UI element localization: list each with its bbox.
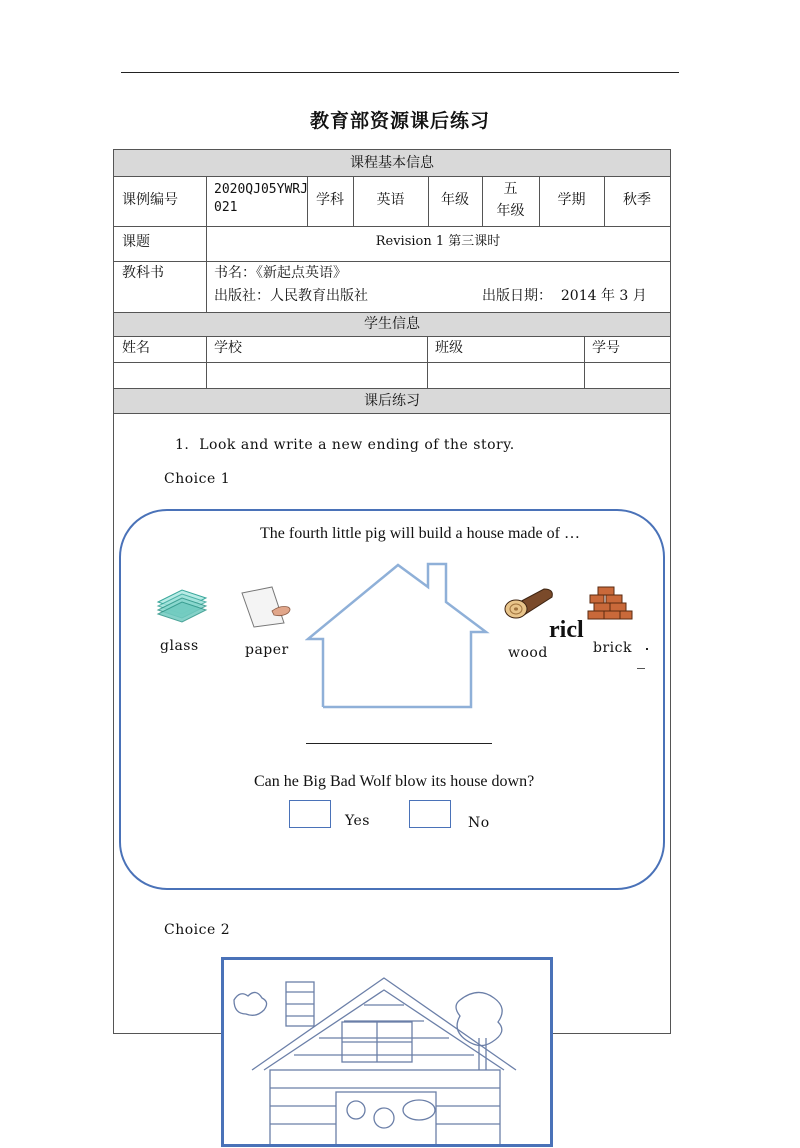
label-grade: 年级 — [441, 192, 469, 208]
student-id-field[interactable] — [585, 362, 670, 388]
answer-line[interactable] — [306, 743, 492, 744]
material-brick: brick — [593, 640, 632, 656]
glass-icon — [152, 580, 210, 624]
prompt-text: The fourth little pig will build a house made of … — [260, 525, 580, 542]
grade-line1: 五 — [503, 181, 518, 197]
label-textbook: 教科书 — [122, 265, 164, 281]
course-info-header: 课程基本信息 — [350, 155, 434, 171]
school-field[interactable] — [207, 362, 427, 388]
choice2-label: Choice 2 — [164, 922, 231, 938]
label-student-id: 学号 — [592, 340, 620, 356]
case-no-line1: 2020QJ05YWRJ — [214, 182, 308, 197]
subject-value: 英语 — [376, 192, 405, 208]
yes-checkbox[interactable] — [289, 800, 331, 828]
page-title: 教育部资源课后练习 — [309, 110, 490, 132]
exercise-header: 课后练习 — [364, 393, 420, 409]
brick-stack-icon — [584, 583, 636, 625]
case-no-line2: 021 — [214, 200, 238, 215]
label-class: 班级 — [435, 340, 463, 356]
choice2-frame — [221, 957, 553, 1147]
wolf-question-part2: he Big Bad Wolf blow its house down? — [283, 773, 535, 790]
wolf-question — [254, 773, 534, 791]
label-subject: 学科 — [316, 192, 344, 208]
label-topic: 课题 — [122, 234, 150, 250]
student-info-header: 学生信息 — [364, 316, 420, 332]
material-wood: wood — [508, 645, 548, 661]
label-term: 学期 — [557, 192, 586, 208]
brick-house-illustration — [224, 960, 550, 1144]
material-paper: paper — [245, 642, 289, 658]
no-checkbox[interactable] — [409, 800, 451, 828]
choice1-label: Choice 1 — [164, 471, 231, 487]
label-school: 学校 — [214, 340, 242, 356]
publisher: 出版社：人民教育出版社 — [214, 288, 368, 304]
label-name: 姓名 — [122, 340, 150, 356]
stray-mark — [637, 668, 645, 669]
pub-date: 出版日期： 2014 年 3 月 — [482, 288, 647, 304]
stray-dot — [646, 648, 648, 650]
yes-label: Yes — [345, 813, 370, 829]
topic-value: Revision 1 第三课时 — [375, 234, 501, 249]
no-label: No — [468, 815, 490, 831]
name-field[interactable] — [114, 362, 206, 388]
top-rule — [121, 72, 679, 73]
book-name: 书名：《新起点英语》 — [214, 265, 347, 281]
term-value: 秋季 — [623, 192, 651, 208]
stray-text-ricl: ricl — [549, 617, 584, 643]
material-glass: glass — [160, 638, 199, 654]
class-field[interactable] — [428, 362, 584, 388]
question-text: 1. Look and write a new ending of the story. — [175, 437, 515, 453]
grade-line2: 年级 — [496, 203, 525, 219]
label-case-no: 课例编号 — [122, 192, 178, 208]
wood-log-icon — [502, 585, 554, 621]
house-outline — [305, 562, 490, 710]
wolf-question-part1: Can — [254, 773, 280, 790]
paper-icon — [238, 585, 296, 629]
